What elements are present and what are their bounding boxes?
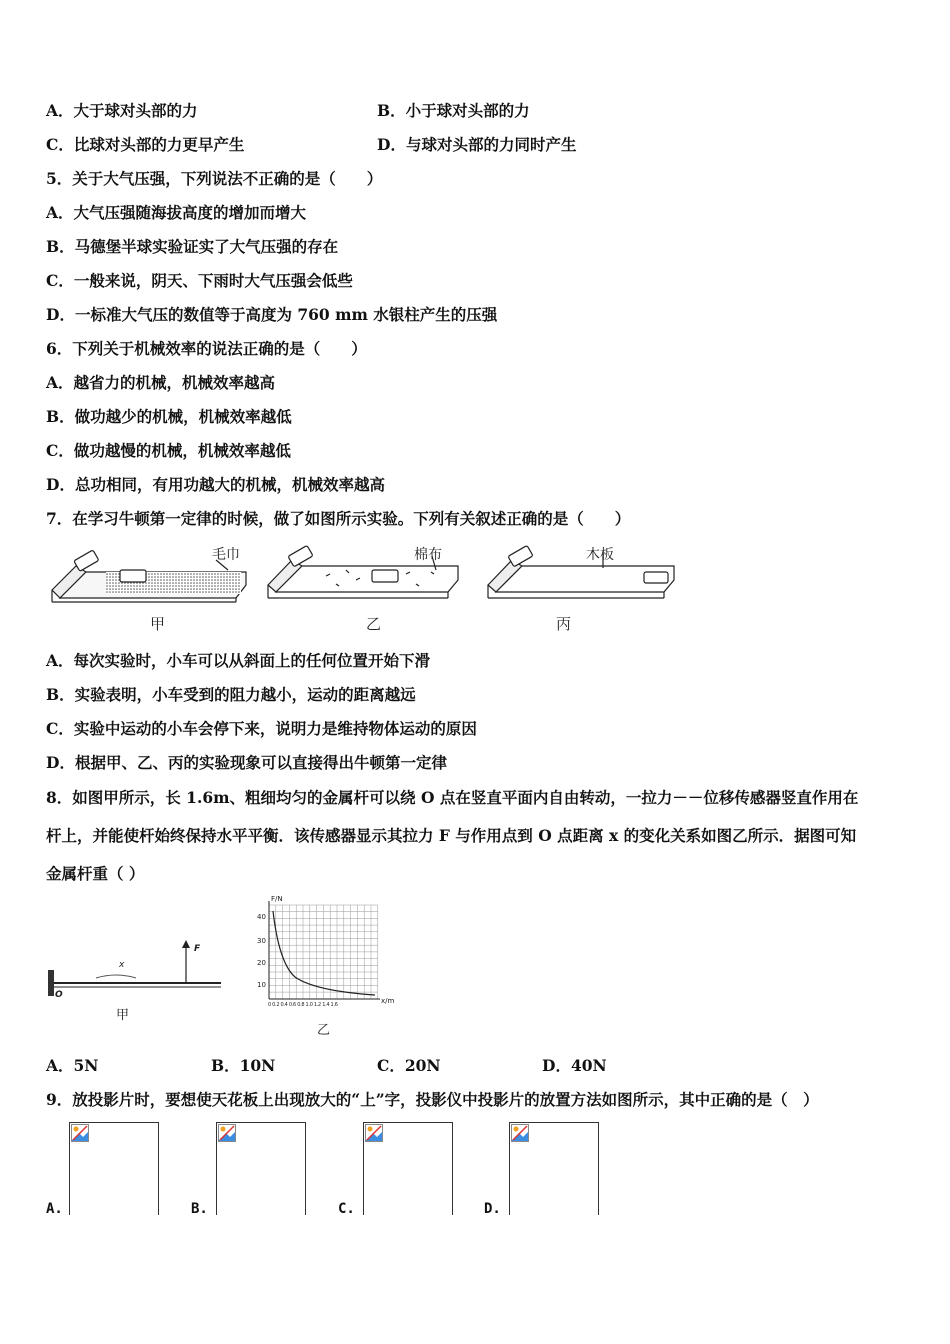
surface-label-cotton: 棉布 xyxy=(414,547,442,563)
q6-stem: 6．下列关于机械效率的说法正确的是（ ） xyxy=(46,339,367,358)
q7-figure xyxy=(46,540,686,635)
q5-option-a: A．大气压强随海拔高度的增加而增大 xyxy=(46,203,307,222)
q8-option-a: A．5N xyxy=(46,1056,99,1075)
surface-label-board: 木板 xyxy=(586,547,614,563)
q5-option-b: B．马德堡半球实验证实了大气压强的存在 xyxy=(46,237,339,256)
q8-figure-yi xyxy=(255,893,400,1043)
broken-image-icon xyxy=(365,1124,383,1142)
q7-option-b: B．实验表明，小车受到的阻力越小，运动的距离越远 xyxy=(46,685,416,704)
distance-label-x: x xyxy=(119,960,125,970)
graph-y-label: F/N xyxy=(271,895,283,903)
q4-option-b: B．小于球对头部的力 xyxy=(377,101,530,120)
q8-option-b: B．10N xyxy=(211,1056,276,1075)
broken-image-icon xyxy=(511,1124,529,1142)
q8-figure-jia xyxy=(46,910,226,1030)
q6-option-d: D．总功相同，有用功越大的机械，机械效率越高 xyxy=(46,475,385,494)
fig-caption-jia-8: 甲 xyxy=(116,1008,130,1023)
surface-label-towel: 毛巾 xyxy=(212,547,240,563)
broken-image-icon xyxy=(218,1124,236,1142)
q8-option-c: C．20N xyxy=(377,1056,441,1075)
q5-option-d: D．一标准大气压的数值等于高度为 760 mm 水银柱产生的压强 xyxy=(46,305,498,324)
q7-option-d: D．根据甲、乙、丙的实验现象可以直接得出牛顿第一定律 xyxy=(46,753,447,772)
q7-stem: 7．在学习牛顿第一定律的时候，做了如图所示实验。下列有关叙述正确的是（ ） xyxy=(46,509,631,528)
ramp-board xyxy=(488,545,674,598)
q4-option-c: C．比球对头部的力更早产生 xyxy=(46,135,245,154)
graph-x-label: x/m xyxy=(381,997,395,1005)
y-tick-20: 20 xyxy=(257,959,266,967)
q9-stem: 9．放投影片时，要想使天花板上出现放大的“上”字，投影仪中投影片的放置方法如图所示，其中正确的是（ ） xyxy=(46,1090,819,1109)
q4-option-d: D．与球对头部的力同时产生 xyxy=(377,135,577,154)
q9-option-a: A. xyxy=(46,1201,63,1217)
fig-caption-yi: 乙 xyxy=(366,615,382,633)
q5-option-c: C．一般来说，阴天、下雨时大气压强会低些 xyxy=(46,271,353,290)
fig-caption-jia: 甲 xyxy=(150,615,166,633)
fig-caption-yi-8: 乙 xyxy=(317,1023,331,1038)
q6-option-b: B．做功越少的机械，机械效率越低 xyxy=(46,407,292,426)
broken-image-icon xyxy=(71,1124,89,1142)
q5-stem: 5．关于大气压强，下列说法不正确的是（ ） xyxy=(46,169,383,188)
q8-stem-line1: 8．如图甲所示，长 1.6m、粗细均匀的金属杆可以绕 O 点在竖直平面内自由转动，一拉力－－位移传感器竖直作用在 xyxy=(46,788,859,807)
q9-slide-b xyxy=(216,1122,306,1215)
q9-slide-c xyxy=(363,1122,453,1215)
lever-drawing xyxy=(46,910,226,1030)
q9-option-b: B. xyxy=(191,1201,208,1217)
y-tick-30: 30 xyxy=(257,937,266,945)
q4-option-a: A．大于球对头部的力 xyxy=(46,101,198,120)
force-label-f: F xyxy=(194,944,201,954)
q9-slide-d xyxy=(509,1122,599,1215)
fig-caption-bing: 丙 xyxy=(556,615,572,633)
y-tick-40: 40 xyxy=(257,913,266,921)
q8-option-d: D．40N xyxy=(542,1056,607,1075)
x-ticks: 0 0.2 0.4 0.6 0.8 1.0 1.2 1.4 1.6 xyxy=(268,1002,338,1008)
q8-stem-line3: 金属杆重（ ） xyxy=(46,864,145,883)
pivot-label-o: O xyxy=(55,990,63,1000)
q8-stem-line2: 杆上，并能使杆始终保持水平平衡．该传感器显示其拉力 F 与作用点到 O 点距离 x 的变化关系如图乙所示．据图可知 xyxy=(46,826,857,845)
q9-option-d: D. xyxy=(484,1201,501,1217)
q6-option-a: A．越省力的机械，机械效率越高 xyxy=(46,373,276,392)
q9-slide-a xyxy=(69,1122,159,1215)
y-tick-10: 10 xyxy=(257,981,266,989)
q7-option-a: A．每次实验时，小车可以从斜面上的任何位置开始下滑 xyxy=(46,651,431,670)
q7-option-c: C．实验中运动的小车会停下来，说明力是维持物体运动的原因 xyxy=(46,719,477,738)
q6-option-c: C．做功越慢的机械，机械效率越低 xyxy=(46,441,291,460)
q9-option-c: C. xyxy=(338,1201,355,1217)
